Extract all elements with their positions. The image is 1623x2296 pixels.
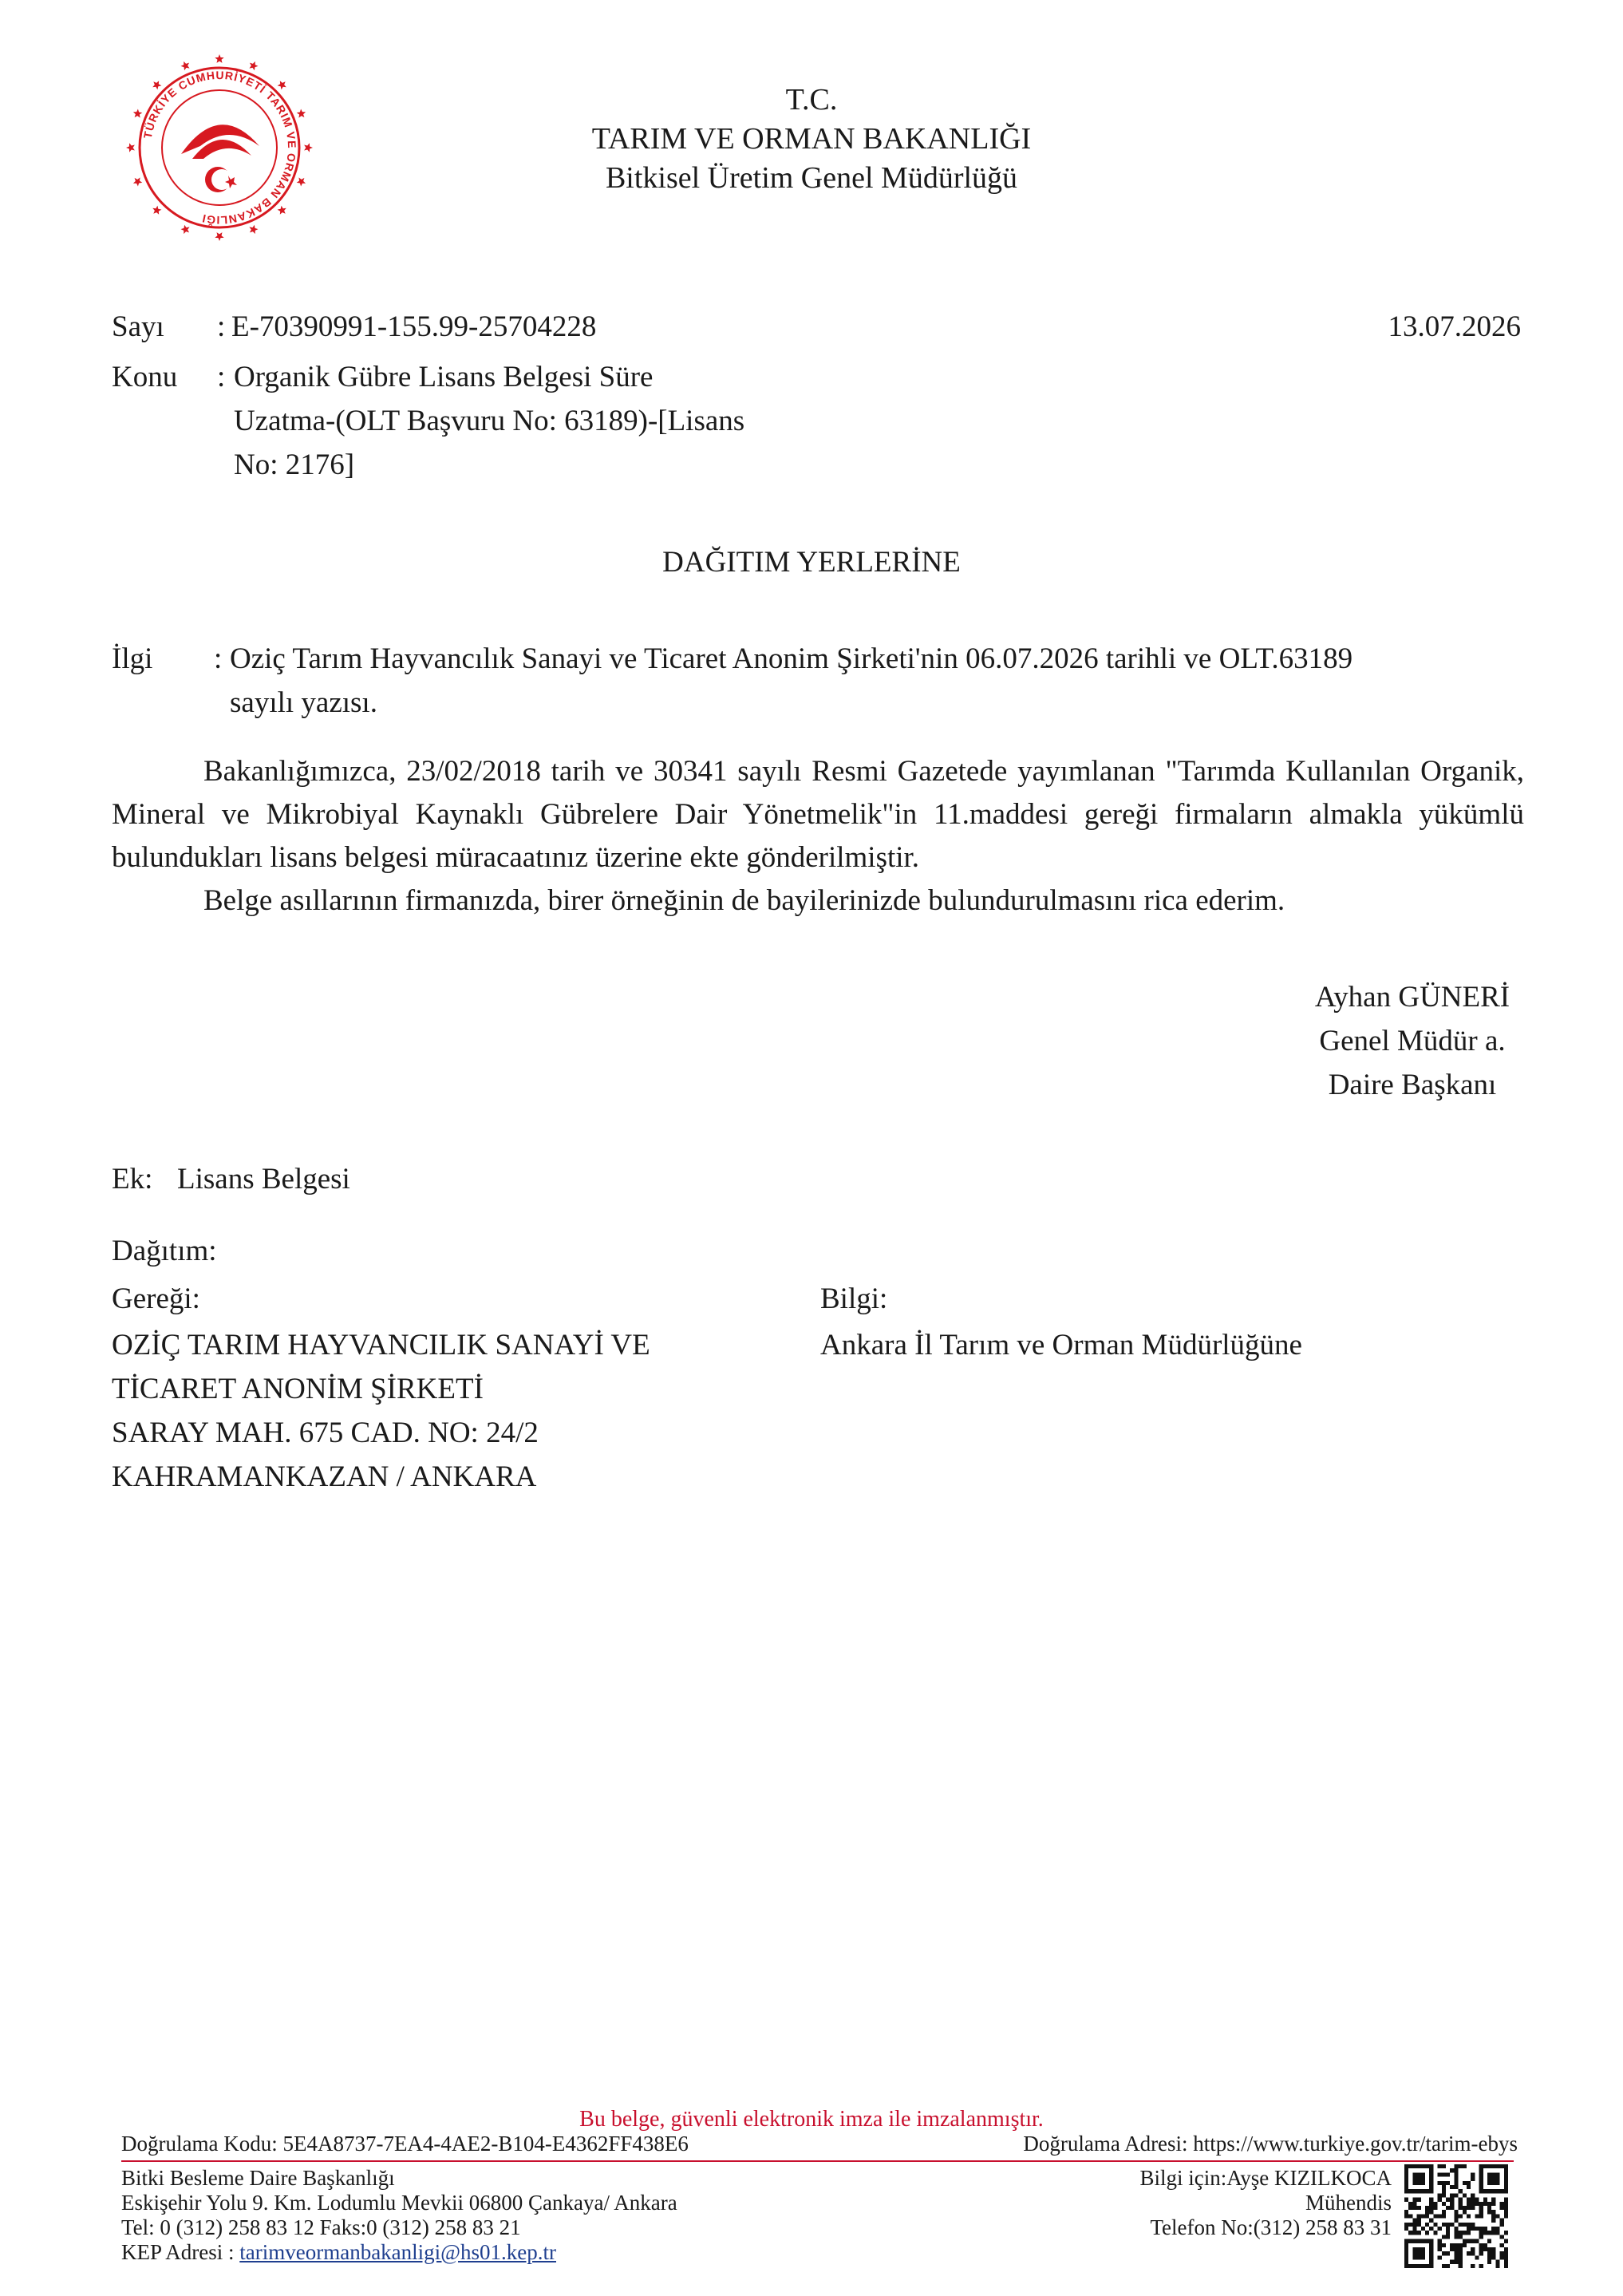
attachment-label: Ek:: [112, 1163, 153, 1195]
ilgi-colon: :: [214, 642, 223, 675]
konu-value: [234, 355, 744, 487]
letterhead: [492, 81, 1131, 198]
geregi-recipient: [112, 1323, 650, 1499]
signature-block: [1245, 975, 1580, 1107]
emblem-star-icon: [126, 143, 135, 152]
distribution-label: Dağıtım:: [112, 1235, 217, 1267]
footer-kep: [121, 2240, 677, 2265]
contact-title: Mühendis: [1305, 2191, 1392, 2215]
signatory-title: Genel Müdür a.: [1319, 1025, 1506, 1057]
emblem-star-icon: [249, 61, 258, 70]
recipient-line: SARAY MAH. 675 CAD. NO: 24/2: [112, 1417, 539, 1449]
bilgi-label: Bilgi:: [820, 1282, 888, 1315]
emblem-star-icon: [297, 177, 306, 186]
header-ministry: TARIM VE ORMAN BAKANLIĞI: [591, 122, 1032, 156]
footer-contact-left: [121, 2166, 677, 2265]
body-paragraph: Belge asıllarının firmanızda, birer örneğinin de bayilerinizde bulundurulmasını rica ederim.: [203, 884, 1285, 917]
footer-contact-right: [1140, 2166, 1392, 2240]
emblem-star-icon: [181, 61, 190, 70]
sayi-value: E-70390991-155.99-25704228: [231, 310, 597, 343]
sayi-colon: :: [217, 310, 226, 343]
signatory-title: Daire Başkanı: [1328, 1069, 1497, 1101]
ministry-emblem: [124, 52, 315, 243]
footer-divider: [121, 2160, 1514, 2162]
emblem-star-icon: [133, 109, 142, 118]
footer-address: Eskişehir Yolu 9. Km. Lodumlu Mevkii 06800 Çankaya/ Ankara: [121, 2191, 677, 2215]
esign-notice: Bu belge, güvenli elektronik imza ile imzalanmıştır.: [579, 2107, 1044, 2132]
contact-phone: Telefon No:(312) 258 83 31: [1150, 2215, 1392, 2239]
sayi-label: Sayı: [112, 310, 164, 343]
emblem-star-icon: [152, 206, 161, 215]
recipient-line: OZİÇ TARIM HAYVANCILIK SANAYİ VE: [112, 1329, 650, 1361]
attachment-value: Lisans Belgesi: [177, 1163, 350, 1195]
emblem-star-icon: [181, 225, 190, 234]
emblem-star-icon: [215, 54, 223, 63]
ilgi-line-2: sayılı yazısı.: [230, 686, 377, 719]
emblem-star-icon: [304, 143, 313, 152]
recipient-line: KAHRAMANKAZAN / ANKARA: [112, 1460, 537, 1493]
letter-body: [112, 750, 1524, 923]
konu-line: No: 2176]: [234, 449, 355, 481]
footer-phone-fax: Tel: 0 (312) 258 83 12 Faks:0 (312) 258 83 21: [121, 2215, 521, 2239]
bilgi-recipient: Ankara İl Tarım ve Orman Müdürlüğüne: [820, 1329, 1302, 1361]
emblem-star-icon: [278, 206, 286, 215]
konu-colon: :: [217, 361, 226, 393]
emblem-ring-text: TÜRKİYE CUMHURİYETİ TARIM VE ORMAN BAKANLIĞI: [140, 68, 299, 227]
konu-line: Organik Gübre Lisans Belgesi Süre: [234, 361, 654, 393]
emblem-star-icon: [152, 81, 161, 89]
ministry-seal-icon: [124, 52, 315, 243]
recipient-line: TİCARET ANONİM ŞİRKETİ: [112, 1373, 484, 1405]
qr-code[interactable]: [1404, 2164, 1508, 2268]
verification-address[interactable]: Doğrulama Adresi: https://www.turkiye.gov.tr/tarim-ebys: [1023, 2132, 1518, 2156]
kep-label: KEP Adresi :: [121, 2240, 240, 2264]
document-date: 13.07.2026: [1388, 310, 1521, 343]
kep-address-link[interactable]: tarimveormanbakanligi@hs01.kep.tr: [239, 2240, 557, 2264]
signatory-name: Ayhan GÜNERİ: [1314, 981, 1510, 1014]
body-paragraph: Bakanlığımızca, 23/02/2018 tarih ve 30341 sayılı Resmi Gazetede yayımlanan "Tarımda Kullanılan Organik, Mineral ve Mikrobiyal Kaynaklı Gübrelere Dair Yönetmelik"in 11.maddesi gereği firmaların almakla yükümlü bulundukları lisans belgesi müracaatınız üzerine ekte gönderilmiştir.: [112, 755, 1524, 874]
verification-code[interactable]: Doğrulama Kodu: 5E4A8737-7EA4-4AE2-B104-E4362FF438E6: [121, 2132, 689, 2156]
addressee: DAĞITIM YERLERİNE: [662, 546, 961, 579]
emblem-star-icon: [278, 81, 286, 89]
footer-dept: Bitki Besleme Daire Başkanlığı: [121, 2166, 395, 2190]
qr-code-icon: [1404, 2164, 1508, 2268]
emblem-star-icon: [297, 109, 306, 118]
emblem-star-icon: [249, 225, 258, 234]
header-tc: T.C.: [785, 83, 838, 117]
contact-person: Bilgi için:Ayşe KIZILKOCA: [1139, 2166, 1392, 2190]
emblem-star-icon: [215, 232, 223, 241]
ilgi-label: İlgi: [112, 642, 153, 675]
ilgi-line-1: Oziç Tarım Hayvancılık Sanayi ve Ticaret Anonim Şirketi'nin 06.07.2026 tarihli ve OLT.63189: [230, 642, 1353, 675]
header-directorate: Bitkisel Üretim Genel Müdürlüğü: [605, 161, 1018, 195]
konu-line: Uzatma-(OLT Başvuru No: 63189)-[Lisans: [234, 405, 745, 437]
geregi-label: Gereği:: [112, 1282, 200, 1315]
konu-label: Konu: [112, 361, 178, 393]
emblem-star-icon: [133, 177, 142, 186]
